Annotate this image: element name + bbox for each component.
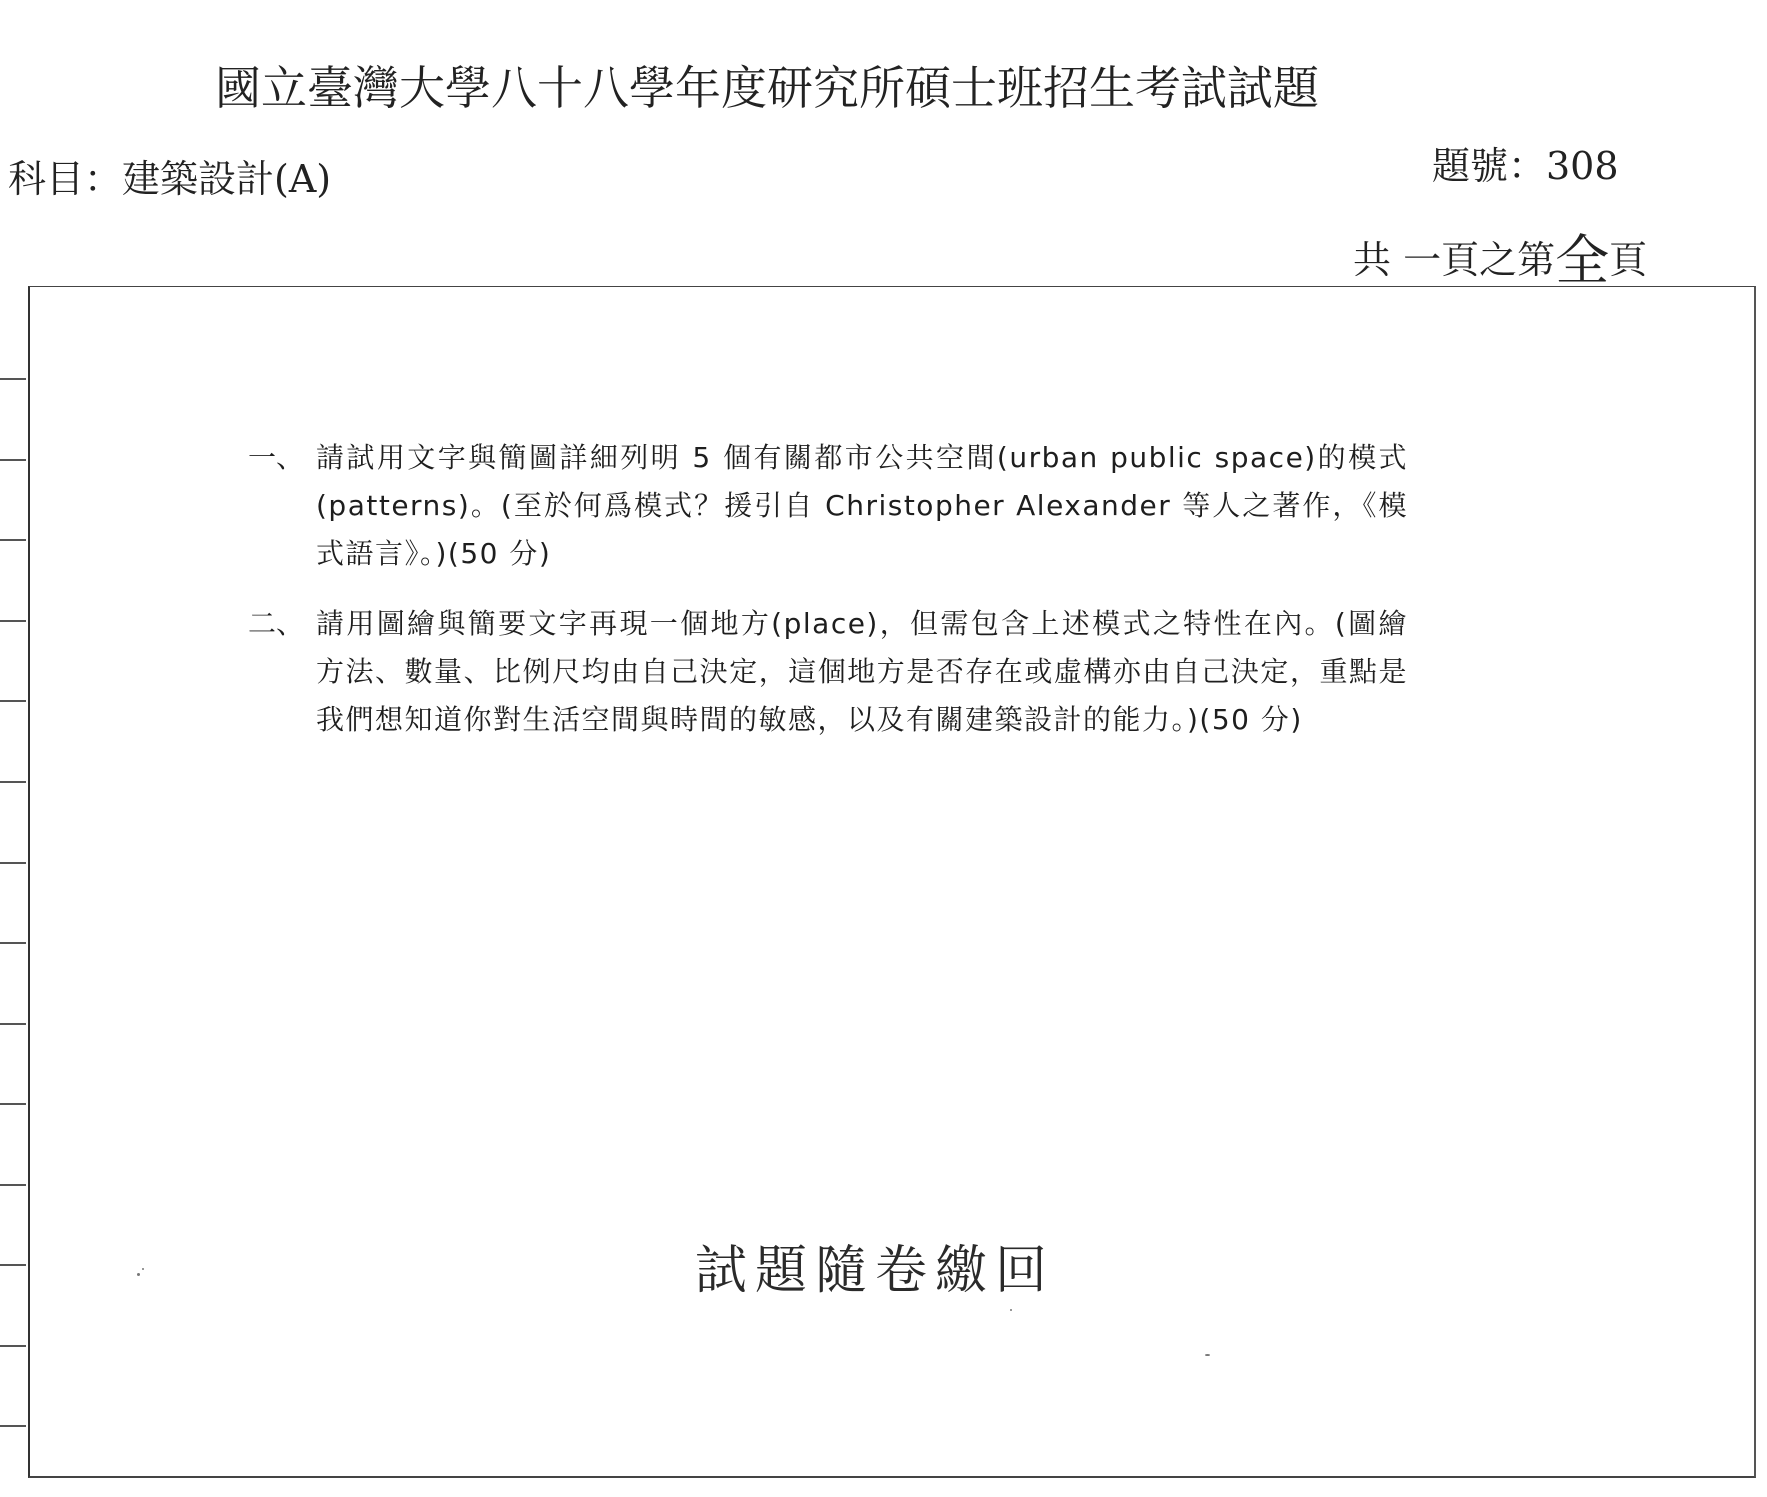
margin-tick bbox=[0, 781, 26, 783]
question-2 bbox=[248, 600, 1408, 744]
exam-subject: 科目：建築設計(A) bbox=[8, 157, 332, 201]
return-with-answer-stamp: 試題隨卷繳回 bbox=[695, 1241, 1056, 1301]
scan-speck bbox=[142, 1268, 144, 1270]
margin-tick bbox=[0, 378, 26, 380]
page-info-handwritten: 全 bbox=[1555, 229, 1610, 292]
margin-tick bbox=[0, 1425, 26, 1427]
question-1 bbox=[248, 434, 1408, 578]
margin-tick bbox=[0, 459, 26, 461]
scan-speck bbox=[1010, 1309, 1012, 1311]
margin-tick bbox=[0, 539, 26, 541]
scan-speck bbox=[137, 1273, 140, 1276]
question-number: 題號：308 bbox=[1432, 144, 1619, 188]
margin-tick bbox=[0, 1264, 26, 1266]
question-1-text: 請試用文字與簡圖詳細列明 5 個有關都市公共空間(urban public space)的模式(patterns)。(至於何爲模式？援引自 Christopher Alexander 等人之著作，《模式語言》。)(50 分) bbox=[316, 441, 1408, 570]
exam-title: 國立臺灣大學八十八學年度研究所碩士班招生考試試題 bbox=[215, 61, 1319, 115]
question-1-marker: 一、 bbox=[248, 441, 305, 474]
page-info-prefix: 共 一頁之第 bbox=[1353, 238, 1556, 282]
page-info bbox=[1353, 212, 1648, 292]
question-2-marker: 二、 bbox=[248, 607, 305, 640]
margin-tick bbox=[0, 1345, 26, 1347]
margin-tick bbox=[0, 1103, 26, 1105]
question-2-text: 請用圖繪與簡要文字再現一個地方(place)，但需包含上述模式之特性在內。(圖繪方法、數量、比例尺均由自己決定，這個地方是否存在或虛構亦由自己決定，重點是我們想知道你對生活空間與時間的敏感，以及有關建築設計的能力。)(50 分) bbox=[316, 607, 1408, 736]
margin-tick bbox=[0, 862, 26, 864]
margin-tick bbox=[0, 620, 26, 622]
page-info-suffix: 頁 bbox=[1609, 238, 1648, 282]
margin-tick bbox=[0, 700, 26, 702]
margin-tick bbox=[0, 1184, 26, 1186]
margin-tick bbox=[0, 1023, 26, 1025]
margin-tick bbox=[0, 942, 26, 944]
scan-speck bbox=[1205, 1354, 1210, 1356]
